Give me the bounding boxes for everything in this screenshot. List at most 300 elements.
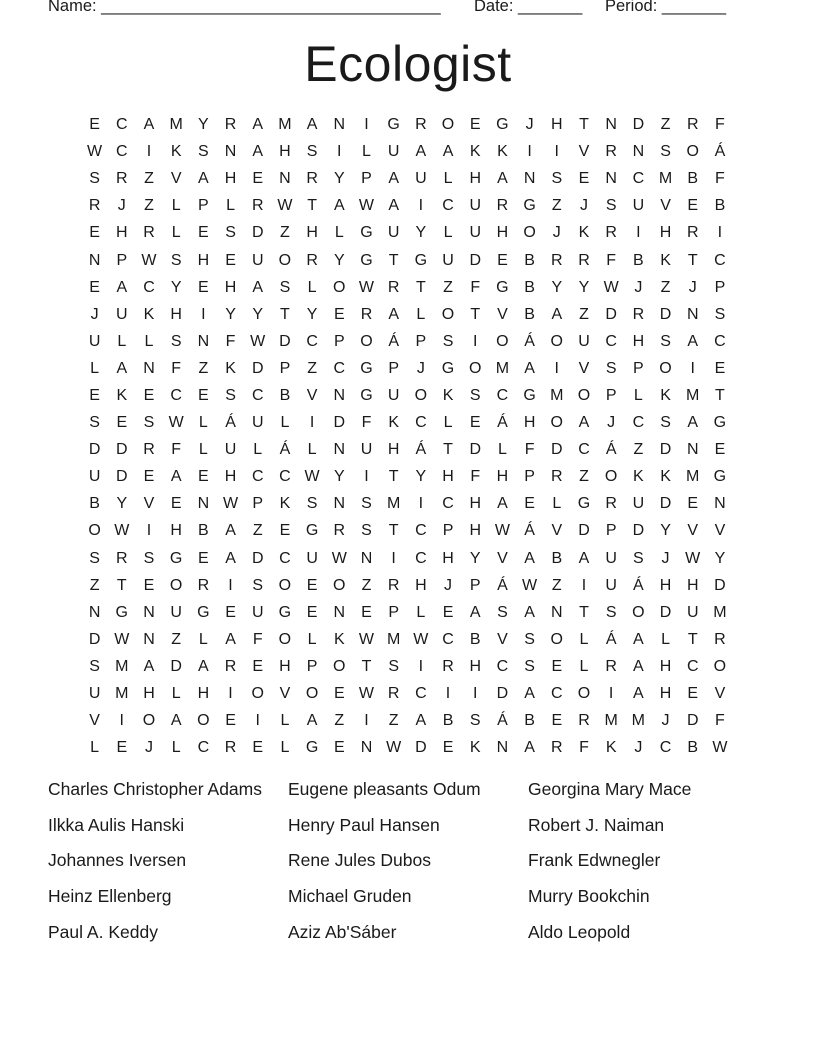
grid-letter[interactable]: O <box>441 305 455 323</box>
grid-letter[interactable]: L <box>226 197 235 215</box>
grid-letter[interactable]: U <box>605 549 617 567</box>
grid-letter[interactable]: R <box>88 197 101 215</box>
grid-letter[interactable]: L <box>307 630 317 648</box>
grid-letter[interactable]: C <box>551 685 563 703</box>
grid-letter[interactable]: O <box>604 468 618 486</box>
grid-letter[interactable]: H <box>415 576 427 594</box>
grid-letter[interactable]: N <box>686 305 699 323</box>
grid-letter[interactable]: H <box>469 522 481 540</box>
grid-letter[interactable]: A <box>170 468 182 486</box>
grid-letter[interactable]: L <box>198 630 208 648</box>
grid-letter[interactable]: B <box>198 522 209 540</box>
grid-letter[interactable]: M <box>713 603 727 621</box>
grid-letter[interactable]: E <box>225 712 236 730</box>
grid-letter[interactable]: Á <box>497 576 508 594</box>
grid-letter[interactable]: O <box>441 116 455 134</box>
grid-letter[interactable]: A <box>415 143 427 161</box>
grid-letter[interactable]: E <box>714 441 726 459</box>
grid-letter[interactable]: E <box>225 251 236 269</box>
grid-letter[interactable]: D <box>659 603 672 621</box>
grid-letter[interactable]: Y <box>306 305 318 323</box>
grid-letter[interactable]: R <box>442 657 454 675</box>
grid-letter[interactable]: D <box>469 441 481 459</box>
grid-letter[interactable]: A <box>388 305 399 323</box>
grid-letter[interactable]: N <box>686 441 699 459</box>
grid-letter[interactable]: O <box>550 414 563 432</box>
grid-letter[interactable]: R <box>116 170 128 188</box>
grid-letter[interactable]: S <box>660 332 671 350</box>
grid-letter[interactable]: R <box>116 549 128 567</box>
grid-letter[interactable]: G <box>278 603 292 621</box>
grid-letter[interactable]: H <box>170 305 182 323</box>
grid-letter[interactable]: P <box>252 495 264 513</box>
grid-letter[interactable]: L <box>253 441 263 459</box>
grid-letter[interactable]: K <box>660 386 671 404</box>
grid-letter[interactable]: E <box>497 251 508 269</box>
grid-letter[interactable]: O <box>278 576 292 594</box>
grid-letter[interactable]: A <box>306 116 318 134</box>
grid-letter[interactable]: T <box>307 197 317 215</box>
grid-letter[interactable]: W <box>304 468 320 486</box>
grid-letter[interactable]: Á <box>388 332 399 350</box>
grid-letter[interactable]: C <box>605 332 617 350</box>
grid-letter[interactable]: H <box>197 685 210 703</box>
grid-letter[interactable]: E <box>143 468 155 486</box>
grid-letter[interactable]: N <box>197 495 210 513</box>
grid-letter[interactable]: U <box>116 305 128 323</box>
grid-letter[interactable]: R <box>143 224 155 242</box>
grid-letter[interactable]: O <box>142 712 156 730</box>
grid-letter[interactable]: U <box>251 414 264 432</box>
grid-letter[interactable]: T <box>388 251 399 269</box>
grid-letter[interactable]: L <box>90 359 100 377</box>
grid-letter[interactable]: L <box>661 630 670 648</box>
grid-letter[interactable]: O <box>550 332 563 350</box>
grid-letter[interactable]: Á <box>633 576 644 594</box>
grid-letter[interactable]: V <box>714 522 726 540</box>
grid-letter[interactable]: S <box>198 143 209 161</box>
grid-letter[interactable]: E <box>116 739 128 757</box>
grid-letter[interactable]: J <box>607 414 616 432</box>
grid-letter[interactable]: I <box>581 576 587 594</box>
grid-letter[interactable]: A <box>578 414 590 432</box>
grid-letter[interactable]: I <box>228 576 233 594</box>
grid-letter[interactable]: W <box>114 522 130 540</box>
grid-letter[interactable]: Á <box>605 441 617 459</box>
grid-letter[interactable]: E <box>252 170 264 188</box>
grid-letter[interactable]: R <box>686 116 699 134</box>
grid-letter[interactable]: V <box>143 495 155 513</box>
grid-letter[interactable]: A <box>687 414 699 432</box>
grid-letter[interactable]: K <box>388 414 399 432</box>
grid-letter[interactable]: L <box>117 332 127 350</box>
grid-letter[interactable]: I <box>636 224 641 242</box>
grid-letter[interactable]: M <box>169 116 183 134</box>
grid-letter[interactable]: C <box>686 657 699 675</box>
grid-letter[interactable]: A <box>143 116 155 134</box>
grid-letter[interactable]: E <box>524 495 535 513</box>
grid-letter[interactable]: Z <box>388 712 399 730</box>
grid-letter[interactable]: S <box>279 278 291 296</box>
grid-letter[interactable]: W <box>250 332 266 350</box>
grid-letter[interactable]: N <box>496 739 509 757</box>
grid-letter[interactable]: H <box>523 414 536 432</box>
grid-letter[interactable]: K <box>279 495 291 513</box>
grid-letter[interactable]: G <box>305 739 319 757</box>
grid-letter[interactable]: U <box>88 468 101 486</box>
grid-letter[interactable]: I <box>255 712 260 730</box>
grid-letter[interactable]: I <box>364 712 369 730</box>
grid-letter[interactable]: P <box>279 359 291 377</box>
grid-letter[interactable]: U <box>605 576 617 594</box>
grid-letter[interactable]: A <box>143 657 155 675</box>
grid-letter[interactable]: K <box>333 630 345 648</box>
grid-letter[interactable]: M <box>386 630 401 648</box>
grid-letter[interactable]: U <box>360 441 373 459</box>
grid-letter[interactable]: K <box>225 359 236 377</box>
grid-letter[interactable]: D <box>170 657 182 675</box>
grid-letter[interactable]: V <box>170 170 182 188</box>
grid-letter[interactable]: H <box>170 522 182 540</box>
grid-letter[interactable]: W <box>358 278 375 296</box>
grid-letter[interactable]: O <box>360 332 373 350</box>
grid-letter[interactable]: H <box>279 657 291 675</box>
grid-letter[interactable]: A <box>225 630 236 648</box>
grid-letter[interactable]: K <box>605 739 617 757</box>
grid-letter[interactable]: E <box>551 712 563 730</box>
grid-letter[interactable]: R <box>224 116 237 134</box>
grid-letter[interactable]: Y <box>551 278 563 296</box>
grid-letter[interactable]: W <box>87 143 103 161</box>
grid-letter[interactable]: D <box>659 305 672 323</box>
grid-letter[interactable]: O <box>496 332 509 350</box>
grid-letter[interactable]: A <box>252 116 264 134</box>
grid-letter[interactable]: O <box>333 278 346 296</box>
grid-letter[interactable]: K <box>170 143 182 161</box>
grid-letter[interactable]: R <box>578 251 590 269</box>
grid-letter[interactable]: K <box>660 251 671 269</box>
grid-letter[interactable]: H <box>442 468 454 486</box>
grid-letter[interactable]: T <box>687 251 698 269</box>
grid-letter[interactable]: W <box>358 630 375 648</box>
grid-letter[interactable]: K <box>660 468 671 486</box>
grid-letter[interactable]: A <box>524 739 535 757</box>
grid-letter[interactable]: B <box>714 197 726 215</box>
grid-letter[interactable]: F <box>470 278 481 296</box>
grid-letter[interactable]: V <box>578 143 590 161</box>
grid-letter[interactable]: Z <box>171 630 182 648</box>
grid-letter[interactable]: H <box>632 332 645 350</box>
grid-letter[interactable]: B <box>687 739 699 757</box>
grid-letter[interactable]: R <box>551 251 563 269</box>
grid-letter[interactable]: H <box>442 549 454 567</box>
grid-letter[interactable]: C <box>415 522 427 540</box>
grid-letter[interactable]: C <box>632 414 645 432</box>
grid-letter[interactable]: Y <box>469 549 481 567</box>
grid-letter[interactable]: S <box>225 224 236 242</box>
grid-letter[interactable]: P <box>333 332 345 350</box>
grid-letter[interactable]: Y <box>333 468 345 486</box>
grid-letter[interactable]: G <box>387 116 400 134</box>
grid-letter[interactable]: S <box>89 657 100 675</box>
grid-letter[interactable]: E <box>306 603 318 621</box>
grid-letter[interactable]: Á <box>497 712 508 730</box>
grid-letter[interactable]: K <box>469 143 481 161</box>
grid-letter[interactable]: D <box>333 414 346 432</box>
grid-letter[interactable]: G <box>360 224 373 242</box>
grid-letter[interactable]: K <box>469 739 481 757</box>
grid-letter[interactable]: G <box>441 359 455 377</box>
grid-letter[interactable]: K <box>633 468 644 486</box>
grid-letter[interactable]: C <box>306 332 318 350</box>
grid-letter[interactable]: C <box>170 386 182 404</box>
grid-letter[interactable]: C <box>333 359 346 377</box>
grid-letter[interactable]: G <box>523 197 536 215</box>
grid-letter[interactable]: L <box>171 197 181 215</box>
grid-letter[interactable]: D <box>659 441 672 459</box>
grid-letter[interactable]: L <box>579 657 589 675</box>
grid-letter[interactable]: G <box>360 359 373 377</box>
grid-letter[interactable]: H <box>659 657 672 675</box>
grid-letter[interactable]: D <box>686 712 699 730</box>
grid-letter[interactable]: U <box>632 197 645 215</box>
grid-letter[interactable]: E <box>225 603 236 621</box>
grid-letter[interactable]: E <box>198 468 209 486</box>
grid-letter[interactable]: T <box>388 522 399 540</box>
grid-letter[interactable]: C <box>714 251 726 269</box>
grid-letter[interactable]: S <box>605 603 617 621</box>
grid-letter[interactable]: G <box>577 495 591 513</box>
grid-letter[interactable]: N <box>551 603 563 621</box>
grid-letter[interactable]: U <box>686 603 699 621</box>
grid-letter[interactable]: A <box>633 685 644 703</box>
grid-letter[interactable]: N <box>224 143 237 161</box>
grid-letter[interactable]: R <box>387 685 400 703</box>
grid-letter[interactable]: O <box>550 630 563 648</box>
grid-letter[interactable]: P <box>198 197 209 215</box>
grid-letter[interactable]: M <box>386 495 401 513</box>
grid-letter[interactable]: J <box>688 278 697 296</box>
grid-letter[interactable]: O <box>169 576 183 594</box>
grid-letter[interactable]: G <box>496 278 509 296</box>
grid-letter[interactable]: R <box>224 657 237 675</box>
grid-letter[interactable]: C <box>496 657 509 675</box>
grid-letter[interactable]: A <box>388 197 399 215</box>
grid-letter[interactable]: S <box>469 712 481 730</box>
grid-letter[interactable]: Z <box>307 359 317 377</box>
grid-letter[interactable]: D <box>251 224 264 242</box>
grid-letter[interactable]: C <box>143 278 155 296</box>
grid-letter[interactable]: A <box>524 549 535 567</box>
grid-letter[interactable]: H <box>143 685 155 703</box>
grid-letter[interactable]: S <box>306 143 318 161</box>
grid-letter[interactable]: M <box>550 386 564 404</box>
grid-letter[interactable]: R <box>605 657 617 675</box>
grid-letter[interactable]: J <box>661 549 670 567</box>
grid-letter[interactable]: F <box>361 414 372 432</box>
grid-letter[interactable]: Á <box>225 414 236 432</box>
grid-letter[interactable]: H <box>469 170 481 188</box>
grid-letter[interactable]: P <box>605 386 617 404</box>
grid-letter[interactable]: M <box>115 685 129 703</box>
grid-letter[interactable]: E <box>279 522 291 540</box>
grid-letter[interactable]: N <box>360 739 373 757</box>
grid-letter[interactable]: S <box>361 495 372 513</box>
grid-letter[interactable]: A <box>633 630 644 648</box>
grid-letter[interactable]: S <box>306 495 318 513</box>
grid-letter[interactable]: L <box>443 414 453 432</box>
grid-letter[interactable]: R <box>387 576 400 594</box>
grid-letter[interactable]: A <box>170 712 182 730</box>
grid-letter[interactable]: P <box>633 359 644 377</box>
grid-letter[interactable]: M <box>495 359 510 377</box>
grid-letter[interactable]: L <box>144 332 154 350</box>
date-field[interactable]: Date: _______ <box>474 0 583 15</box>
grid-letter[interactable]: N <box>333 441 346 459</box>
grid-letter[interactable]: C <box>116 116 128 134</box>
grid-letter[interactable]: L <box>416 305 426 323</box>
grid-letter[interactable]: D <box>251 359 264 377</box>
grid-letter[interactable]: J <box>444 576 453 594</box>
grid-letter[interactable]: O <box>577 685 591 703</box>
grid-letter[interactable]: E <box>198 278 209 296</box>
grid-letter[interactable]: W <box>277 197 293 215</box>
grid-letter[interactable]: U <box>251 251 264 269</box>
grid-letter[interactable]: Z <box>551 576 562 594</box>
grid-letter[interactable]: E <box>143 386 155 404</box>
grid-letter[interactable]: Á <box>415 441 427 459</box>
grid-letter[interactable]: H <box>686 576 699 594</box>
grid-letter[interactable]: R <box>686 224 699 242</box>
grid-letter[interactable]: E <box>469 414 481 432</box>
grid-letter[interactable]: H <box>224 278 237 296</box>
grid-letter[interactable]: Y <box>225 305 236 323</box>
grid-letter[interactable]: V <box>497 305 508 323</box>
grid-letter[interactable]: N <box>360 549 373 567</box>
grid-letter[interactable]: F <box>171 359 182 377</box>
grid-letter[interactable]: Y <box>714 549 726 567</box>
grid-letter[interactable]: J <box>144 739 153 757</box>
grid-letter[interactable]: W <box>168 414 184 432</box>
grid-letter[interactable]: O <box>305 685 319 703</box>
grid-letter[interactable]: V <box>306 386 318 404</box>
grid-letter[interactable]: E <box>170 495 182 513</box>
grid-letter[interactable]: Y <box>578 278 590 296</box>
grid-letter[interactable]: N <box>333 603 346 621</box>
grid-letter[interactable]: N <box>333 116 346 134</box>
grid-letter[interactable]: W <box>222 495 239 513</box>
grid-letter[interactable]: C <box>442 495 454 513</box>
grid-letter[interactable]: G <box>713 414 727 432</box>
grid-letter[interactable]: W <box>685 549 701 567</box>
grid-letter[interactable]: Z <box>633 441 644 459</box>
grid-letter[interactable]: U <box>469 224 481 242</box>
grid-letter[interactable]: L <box>443 224 453 242</box>
grid-letter[interactable]: D <box>605 305 617 323</box>
grid-letter[interactable]: N <box>143 359 155 377</box>
grid-letter[interactable]: C <box>632 170 645 188</box>
grid-letter[interactable]: I <box>364 468 369 486</box>
grid-letter[interactable]: O <box>88 522 101 540</box>
grid-letter[interactable]: O <box>659 359 672 377</box>
grid-letter[interactable]: O <box>632 603 645 621</box>
grid-letter[interactable]: R <box>605 143 617 161</box>
grid-letter[interactable]: L <box>198 441 208 459</box>
grid-letter[interactable]: A <box>524 359 535 377</box>
grid-letter[interactable]: I <box>201 305 206 323</box>
grid-letter[interactable]: O <box>713 657 727 675</box>
grid-letter[interactable]: L <box>90 739 100 757</box>
grid-letter[interactable]: C <box>659 739 672 757</box>
grid-letter[interactable]: I <box>418 197 424 215</box>
grid-letter[interactable]: H <box>496 224 509 242</box>
grid-letter[interactable]: E <box>361 603 372 621</box>
grid-letter[interactable]: C <box>197 739 210 757</box>
grid-letter[interactable]: F <box>579 739 589 757</box>
grid-letter[interactable]: E <box>198 549 209 567</box>
grid-letter[interactable]: H <box>659 224 672 242</box>
grid-letter[interactable]: R <box>714 630 726 648</box>
grid-letter[interactable]: A <box>415 712 427 730</box>
grid-letter[interactable]: Á <box>524 522 535 540</box>
grid-letter[interactable]: B <box>524 305 535 323</box>
grid-letter[interactable]: U <box>632 495 645 513</box>
grid-letter[interactable]: M <box>631 712 645 730</box>
grid-letter[interactable]: E <box>333 305 345 323</box>
grid-letter[interactable]: Z <box>280 224 290 242</box>
grid-letter[interactable]: C <box>496 386 509 404</box>
grid-letter[interactable]: S <box>524 657 535 675</box>
grid-letter[interactable]: N <box>605 116 617 134</box>
grid-letter[interactable]: B <box>469 630 481 648</box>
grid-letter[interactable]: O <box>686 143 699 161</box>
grid-letter[interactable]: L <box>171 739 181 757</box>
grid-letter[interactable]: L <box>633 386 643 404</box>
grid-letter[interactable]: I <box>119 712 124 730</box>
grid-letter[interactable]: B <box>687 170 699 188</box>
grid-letter[interactable]: E <box>89 224 100 242</box>
grid-letter[interactable]: A <box>116 278 128 296</box>
grid-letter[interactable]: W <box>331 549 347 567</box>
grid-letter[interactable]: D <box>415 739 427 757</box>
grid-letter[interactable]: N <box>714 495 726 513</box>
grid-letter[interactable]: N <box>279 170 291 188</box>
grid-letter[interactable]: U <box>88 685 101 703</box>
grid-letter[interactable]: S <box>388 657 399 675</box>
grid-letter[interactable]: M <box>658 170 673 188</box>
grid-letter[interactable]: U <box>251 603 264 621</box>
grid-letter[interactable]: G <box>360 386 373 404</box>
grid-letter[interactable]: I <box>364 116 369 134</box>
grid-letter[interactable]: W <box>358 685 375 703</box>
grid-letter[interactable]: B <box>524 251 535 269</box>
grid-letter[interactable]: H <box>279 143 291 161</box>
grid-letter[interactable]: A <box>633 657 644 675</box>
grid-letter[interactable]: D <box>116 441 128 459</box>
grid-letter[interactable]: D <box>632 116 645 134</box>
grid-letter[interactable]: S <box>605 197 617 215</box>
grid-letter[interactable]: R <box>387 278 400 296</box>
grid-letter[interactable]: N <box>143 630 155 648</box>
grid-letter[interactable]: B <box>279 386 291 404</box>
grid-letter[interactable]: W <box>712 739 728 757</box>
grid-letter[interactable]: I <box>690 359 695 377</box>
grid-letter[interactable]: U <box>88 332 101 350</box>
grid-letter[interactable]: M <box>686 468 700 486</box>
grid-letter[interactable]: N <box>333 495 346 513</box>
grid-letter[interactable]: C <box>251 386 264 404</box>
grid-letter[interactable]: H <box>116 224 128 242</box>
